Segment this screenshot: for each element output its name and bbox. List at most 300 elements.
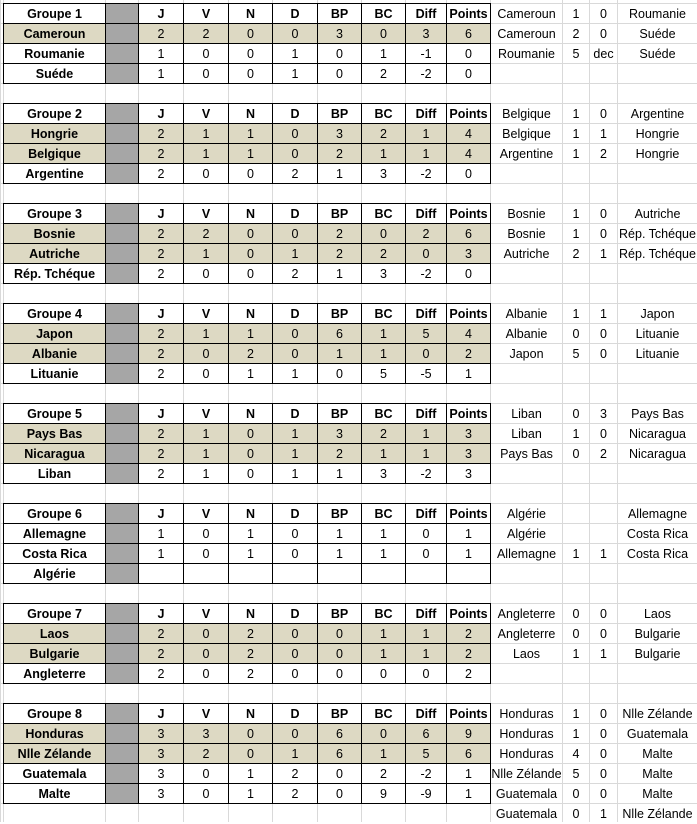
stat-cell: 0	[228, 743, 273, 764]
header-spacer	[105, 503, 139, 524]
stat-cell: 2	[361, 423, 406, 444]
stat-cell: 2	[138, 123, 184, 144]
match-home-team: Guatemala	[495, 786, 558, 801]
match-away-team: Nicaragua	[629, 426, 686, 441]
match-away-score: 0	[600, 746, 607, 761]
match-away-score: 1	[600, 246, 607, 261]
column-header: V	[183, 503, 229, 524]
rank-cell	[105, 43, 139, 64]
stat-cell: 2	[228, 643, 273, 664]
stat-cell: 9	[446, 723, 491, 744]
stat-cell: 2	[138, 23, 184, 44]
match-home-team: Algérie	[507, 506, 546, 521]
column-header: D	[272, 203, 318, 224]
column-header: D	[272, 403, 318, 424]
stat-cell: 3	[446, 463, 491, 484]
header-spacer	[105, 603, 139, 624]
stat-cell: 2	[138, 323, 184, 344]
stat-cell: 2	[272, 763, 318, 784]
match-away-team: Nicaragua	[629, 446, 686, 461]
column-header: J	[138, 303, 184, 324]
stat-cell: 0	[183, 263, 229, 284]
stat-cell: 0	[183, 363, 229, 384]
column-header: BC	[361, 3, 406, 24]
match-home-score: 1	[572, 426, 580, 441]
rank-cell	[105, 243, 139, 264]
stat-cell: 2	[183, 223, 229, 244]
match-home-team: Liban	[511, 406, 542, 421]
column-header: D	[272, 703, 318, 724]
stat-cell: 0	[405, 343, 447, 364]
stat-cell: 6	[446, 223, 491, 244]
stat-cell: 0	[361, 663, 406, 684]
rank-cell	[105, 783, 139, 804]
stat-cell: 9	[361, 783, 406, 804]
match-away-score	[589, 503, 618, 524]
column-header: BC	[361, 703, 406, 724]
stat-cell: 1	[405, 423, 447, 444]
stat-cell: 1	[228, 323, 273, 344]
stat-cell: -2	[405, 63, 447, 84]
match-home-score: 5	[572, 46, 580, 61]
stat-cell: 2	[138, 643, 184, 664]
group-title: Groupe 2	[3, 103, 106, 124]
stat-cell	[361, 563, 406, 584]
column-header: Points	[446, 303, 491, 324]
column-header: Diff	[405, 703, 447, 724]
column-header: Points	[446, 703, 491, 724]
stat-cell: 2	[138, 243, 184, 264]
team-name: Nlle Zélande	[3, 743, 106, 764]
match-home-score: 1	[572, 706, 580, 721]
match-home-score: 2	[572, 26, 580, 41]
column-header: BC	[361, 403, 406, 424]
stat-cell: 2	[317, 243, 362, 264]
team-name: Laos	[3, 623, 106, 644]
column-header: BP	[317, 203, 362, 224]
stat-cell: 0	[183, 763, 229, 784]
rank-cell	[105, 63, 139, 84]
match-home-team: Roumanie	[498, 46, 555, 61]
column-header: Points	[446, 3, 491, 24]
rank-cell	[105, 523, 139, 544]
match-away-team: Argentine	[630, 106, 685, 121]
stat-cell: 0	[405, 243, 447, 264]
match-away-score: 0	[600, 766, 607, 781]
team-name: Albanie	[3, 343, 106, 364]
rank-cell	[105, 643, 139, 664]
rank-cell	[105, 263, 139, 284]
column-header: N	[228, 403, 273, 424]
column-header: V	[183, 303, 229, 324]
match-away-score: 0	[600, 706, 607, 721]
column-header: D	[272, 603, 318, 624]
match-home-score: 1	[572, 646, 580, 661]
stat-cell: 2	[228, 663, 273, 684]
stat-cell: -2	[405, 463, 447, 484]
stat-cell: 3	[317, 123, 362, 144]
match-home-team: Honduras	[499, 706, 554, 721]
match-away-team: Hongrie	[635, 146, 680, 161]
stat-cell: 1	[405, 643, 447, 664]
header-spacer	[105, 403, 139, 424]
stat-cell: 0	[272, 323, 318, 344]
stat-cell	[272, 563, 318, 584]
match-away-score: 1	[600, 546, 607, 561]
column-header: D	[272, 303, 318, 324]
stat-cell	[138, 563, 184, 584]
stat-cell: -9	[405, 783, 447, 804]
stat-cell: 3	[405, 23, 447, 44]
group-title: Groupe 8	[3, 703, 106, 724]
column-header: J	[138, 403, 184, 424]
team-name: Pays Bas	[3, 423, 106, 444]
team-name: Bosnie	[3, 223, 106, 244]
stat-cell: 0	[446, 43, 491, 64]
stat-cell: 0	[183, 543, 229, 564]
match-away-score: 0	[600, 6, 607, 21]
header-spacer	[105, 303, 139, 324]
match-away-score: 0	[600, 106, 607, 121]
stat-cell: 2	[138, 363, 184, 384]
stat-cell: 5	[405, 743, 447, 764]
match-home-team: Albanie	[505, 326, 548, 341]
column-header: BP	[317, 103, 362, 124]
stat-cell: 3	[138, 783, 184, 804]
header-spacer	[105, 203, 139, 224]
match-away-team: Laos	[643, 606, 672, 621]
stat-cell: 3	[446, 443, 491, 464]
stat-cell: 2	[361, 763, 406, 784]
column-header: V	[183, 603, 229, 624]
match-away-score: 0	[600, 626, 607, 641]
column-header: J	[138, 103, 184, 124]
column-header: Points	[446, 103, 491, 124]
match-home-score: 0	[572, 326, 580, 341]
stat-cell: 2	[317, 143, 362, 164]
match-away-team: Malte	[642, 766, 673, 781]
stat-cell: 4	[446, 323, 491, 344]
stat-cell: 0	[272, 663, 318, 684]
column-header: Diff	[405, 3, 447, 24]
match-away-score: 2	[600, 146, 607, 161]
stat-cell: 3	[183, 723, 229, 744]
stat-cell: 3	[446, 423, 491, 444]
rank-cell	[105, 23, 139, 44]
stat-cell: 2	[446, 643, 491, 664]
team-name: Suéde	[3, 63, 106, 84]
stat-cell: 0	[317, 63, 362, 84]
stat-cell: 0	[183, 643, 229, 664]
stat-cell: 1	[228, 543, 273, 564]
column-header: N	[228, 703, 273, 724]
rank-cell	[105, 563, 139, 584]
stat-cell: 1	[361, 523, 406, 544]
stat-cell: 2	[138, 443, 184, 464]
stat-cell: 3	[138, 743, 184, 764]
stat-cell: 0	[228, 23, 273, 44]
column-header: Diff	[405, 503, 447, 524]
stat-cell: 1	[228, 763, 273, 784]
stat-cell: 2	[138, 423, 184, 444]
match-away-team: Lituanie	[635, 326, 680, 341]
column-header: Diff	[405, 403, 447, 424]
match-away-score: 3	[600, 406, 607, 421]
stat-cell	[405, 563, 447, 584]
stat-cell: -2	[405, 763, 447, 784]
match-away-team: Guatemala	[626, 726, 689, 741]
stat-cell: 6	[317, 323, 362, 344]
match-away-team: Allemagne	[627, 506, 688, 521]
match-home-score: 0	[572, 626, 580, 641]
match-home-team: Bosnie	[507, 226, 546, 241]
column-header: BP	[317, 503, 362, 524]
match-away-score: 0	[600, 726, 607, 741]
rank-cell	[105, 223, 139, 244]
stat-cell: 2	[317, 223, 362, 244]
match-home-team: Albanie	[505, 306, 548, 321]
column-header: V	[183, 403, 229, 424]
team-name: Angleterre	[3, 663, 106, 684]
team-name: Nicaragua	[3, 443, 106, 464]
column-header: N	[228, 3, 273, 24]
stat-cell: 0	[361, 223, 406, 244]
stat-cell: 2	[138, 663, 184, 684]
stat-cell: 1	[183, 323, 229, 344]
match-home-team: Cameroun	[497, 26, 556, 41]
match-home-score: 1	[572, 6, 580, 21]
match-away-score: 0	[600, 346, 607, 361]
match-away-score: 0	[600, 326, 607, 341]
stat-cell: 1	[317, 463, 362, 484]
team-name: Japon	[3, 323, 106, 344]
match-away-score: 1	[600, 806, 607, 821]
stat-cell: 2	[446, 623, 491, 644]
stat-cell: 1	[183, 443, 229, 464]
column-header: N	[228, 603, 273, 624]
match-away-team: Hongrie	[635, 126, 680, 141]
match-home-team: Honduras	[499, 746, 554, 761]
stat-cell: 2	[138, 143, 184, 164]
stat-cell: 0	[446, 63, 491, 84]
match-home-team: Angleterre	[497, 626, 556, 641]
stat-cell: 0	[228, 163, 273, 184]
stat-cell: 0	[317, 43, 362, 64]
column-header: BC	[361, 203, 406, 224]
match-away-score: 1	[600, 126, 607, 141]
rank-cell	[105, 663, 139, 684]
column-header: BP	[317, 403, 362, 424]
column-header: Points	[446, 603, 491, 624]
match-away-score: 2	[600, 446, 607, 461]
stat-cell: 3	[446, 243, 491, 264]
stat-cell: 1	[405, 143, 447, 164]
stat-cell: 2	[446, 663, 491, 684]
match-away-team: Bulgarie	[634, 646, 681, 661]
column-header: V	[183, 3, 229, 24]
column-header: Points	[446, 403, 491, 424]
stat-cell: 3	[138, 763, 184, 784]
rank-cell	[105, 763, 139, 784]
stat-cell: 1	[361, 743, 406, 764]
match-home-team: Belgique	[502, 106, 551, 121]
match-home-team: Algérie	[507, 526, 546, 541]
stat-cell: 1	[138, 543, 184, 564]
stat-cell: 4	[446, 123, 491, 144]
team-name: Hongrie	[3, 123, 106, 144]
stat-cell: 0	[228, 423, 273, 444]
stat-cell: 3	[317, 423, 362, 444]
match-home-team: Cameroun	[497, 6, 556, 21]
stat-cell: 1	[317, 263, 362, 284]
team-name: Honduras	[3, 723, 106, 744]
column-header: Diff	[405, 203, 447, 224]
match-away-team: Rép. Tchéque	[619, 246, 696, 261]
stat-cell: 6	[446, 743, 491, 764]
stat-cell: 3	[361, 163, 406, 184]
stat-cell: 1	[228, 523, 273, 544]
match-home-score: 1	[572, 106, 580, 121]
match-away-team: Nlle Zélande	[622, 706, 693, 721]
stat-cell: 1	[138, 523, 184, 544]
stat-cell: 1	[228, 363, 273, 384]
match-home-score: 1	[572, 726, 580, 741]
header-spacer	[105, 3, 139, 24]
stat-cell: 0	[228, 43, 273, 64]
group-title: Groupe 3	[3, 203, 106, 224]
stat-cell: 0	[183, 523, 229, 544]
stat-cell: 0	[228, 243, 273, 264]
column-header: BP	[317, 303, 362, 324]
stat-cell: 6	[446, 23, 491, 44]
stat-cell: 2	[183, 23, 229, 44]
match-away-team: Suéde	[639, 26, 676, 41]
stat-cell: 1	[317, 163, 362, 184]
stat-cell: 0	[183, 783, 229, 804]
column-header: BC	[361, 603, 406, 624]
stat-cell: 0	[361, 723, 406, 744]
stat-cell: 2	[138, 623, 184, 644]
group-title: Groupe 1	[3, 3, 106, 24]
stat-cell: 1	[317, 343, 362, 364]
match-home-score: 0	[572, 786, 580, 801]
column-header: V	[183, 703, 229, 724]
column-header: J	[138, 503, 184, 524]
match-away-team: Malte	[642, 746, 673, 761]
column-header: Diff	[405, 603, 447, 624]
stat-cell: 1	[446, 523, 491, 544]
match-home-score: 0	[572, 606, 580, 621]
stat-cell: 3	[138, 723, 184, 744]
stat-cell: 1	[361, 543, 406, 564]
column-header: BC	[361, 503, 406, 524]
stat-cell: 1	[405, 443, 447, 464]
stat-cell: -2	[405, 163, 447, 184]
stat-cell: 2	[272, 263, 318, 284]
group-title: Groupe 5	[3, 403, 106, 424]
stat-cell: 0	[272, 643, 318, 664]
match-away-team: Nlle Zélande	[622, 806, 693, 821]
column-header: BP	[317, 603, 362, 624]
stat-cell: 0	[272, 723, 318, 744]
team-name: Algérie	[3, 563, 106, 584]
stat-cell: 1	[446, 543, 491, 564]
stat-cell: 3	[361, 263, 406, 284]
team-name: Liban	[3, 463, 106, 484]
stat-cell: 0	[405, 543, 447, 564]
team-name: Cameroun	[3, 23, 106, 44]
stat-cell: 1	[446, 363, 491, 384]
match-away-team: Pays Bas	[631, 406, 684, 421]
match-away-score	[589, 523, 618, 544]
column-header: J	[138, 203, 184, 224]
stat-cell: 2	[361, 123, 406, 144]
team-name: Guatemala	[3, 763, 106, 784]
stat-cell: 0	[446, 263, 491, 284]
match-away-score: 1	[600, 646, 607, 661]
stat-cell: 1	[446, 783, 491, 804]
match-home-team: Autriche	[503, 246, 550, 261]
rank-cell	[105, 463, 139, 484]
column-header: Points	[446, 203, 491, 224]
stat-cell: 1	[138, 43, 184, 64]
stat-cell: 1	[361, 443, 406, 464]
match-away-team: Bulgarie	[634, 626, 681, 641]
rank-cell	[105, 723, 139, 744]
group-title: Groupe 7	[3, 603, 106, 624]
match-home-team: Nlle Zélande	[491, 766, 562, 781]
stat-cell: 2	[138, 263, 184, 284]
stat-cell: 1	[361, 143, 406, 164]
column-header: N	[228, 103, 273, 124]
stat-cell: 1	[361, 623, 406, 644]
match-away-team: Suéde	[639, 46, 676, 61]
match-home-team: Pays Bas	[500, 446, 553, 461]
match-home-score: 0	[572, 806, 580, 821]
stat-cell: 0	[317, 363, 362, 384]
stat-cell: 1	[272, 443, 318, 464]
match-away-team: Malte	[642, 786, 673, 801]
stat-cell: 0	[183, 343, 229, 364]
stat-cell: 0	[228, 63, 273, 84]
column-header: D	[272, 503, 318, 524]
column-header: J	[138, 603, 184, 624]
stat-cell: 0	[272, 523, 318, 544]
match-home-team: Guatemala	[495, 806, 558, 821]
column-header: N	[228, 503, 273, 524]
stat-cell: 3	[317, 23, 362, 44]
stat-cell: 1	[317, 523, 362, 544]
match-away-score: 0	[600, 226, 607, 241]
match-away-team: Rép. Tchéque	[619, 226, 696, 241]
team-name: Argentine	[3, 163, 106, 184]
stat-cell: 5	[361, 363, 406, 384]
column-header: D	[272, 103, 318, 124]
stat-cell: 1	[361, 43, 406, 64]
team-name: Malte	[3, 783, 106, 804]
stat-cell: 0	[183, 43, 229, 64]
stat-cell: 1	[138, 63, 184, 84]
stat-cell: 2	[228, 623, 273, 644]
match-away-team: Roumanie	[629, 6, 686, 21]
match-home-team: Argentine	[499, 146, 554, 161]
match-away-team: Autriche	[634, 206, 681, 221]
match-home-team: Bosnie	[507, 206, 546, 221]
stat-cell: 0	[272, 623, 318, 644]
match-home-score	[562, 503, 590, 524]
rank-cell	[105, 543, 139, 564]
stat-cell: 0	[317, 783, 362, 804]
